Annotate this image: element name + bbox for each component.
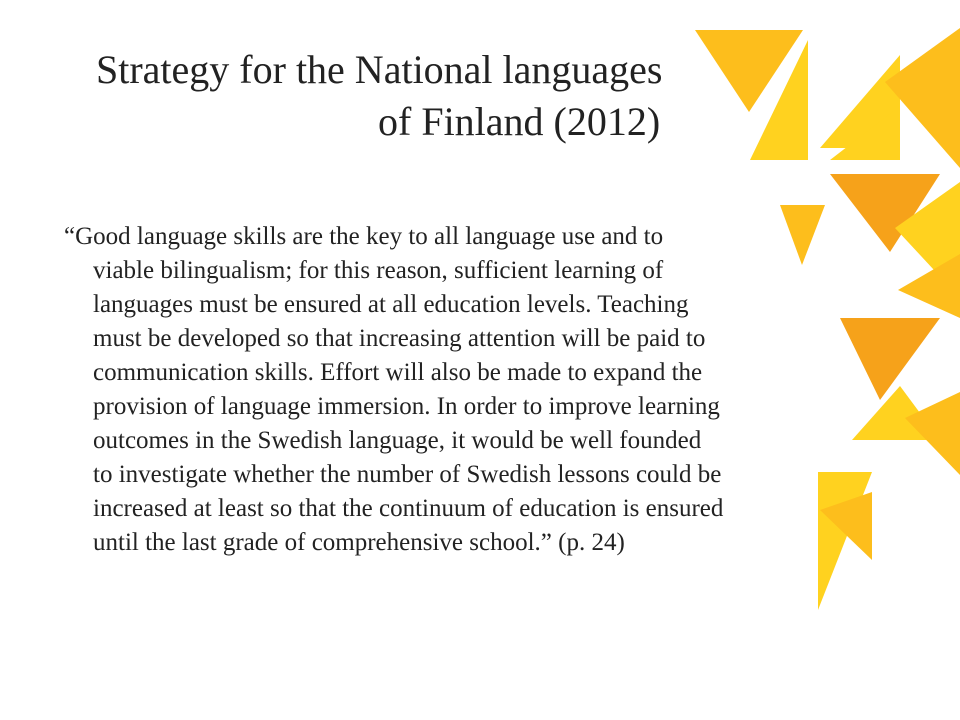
quote-line: viable bilingualism; for this reason, sufficient learning of: [93, 257, 664, 284]
title-line: Strategy for the National languages: [96, 47, 663, 92]
quote-line: increased at least so that the continuum of education is ensured: [93, 495, 724, 522]
quote-line: outcomes in the Swedish language, it would be well founded: [93, 427, 702, 454]
quote-line: “Good language skills are the key to all language use and to: [64, 223, 664, 250]
quote-line: until the last grade of comprehensive school.” (p. 24): [93, 529, 625, 556]
slide-title: [0, 44, 780, 148]
quote-line: provision of language immersion. In order to improve learning: [93, 393, 720, 420]
quote-line: languages must be ensured at all education levels. Teaching: [93, 291, 689, 318]
quote-line: communication skills. Effort will also be made to expand the: [93, 359, 703, 386]
quote-paragraph: [64, 220, 914, 560]
quote-line: must be developed so that increasing attention will be paid to: [93, 325, 706, 352]
quote-line: to investigate whether the number of Swedish lessons could be: [93, 461, 722, 488]
title-line: of Finland (2012): [378, 99, 661, 144]
